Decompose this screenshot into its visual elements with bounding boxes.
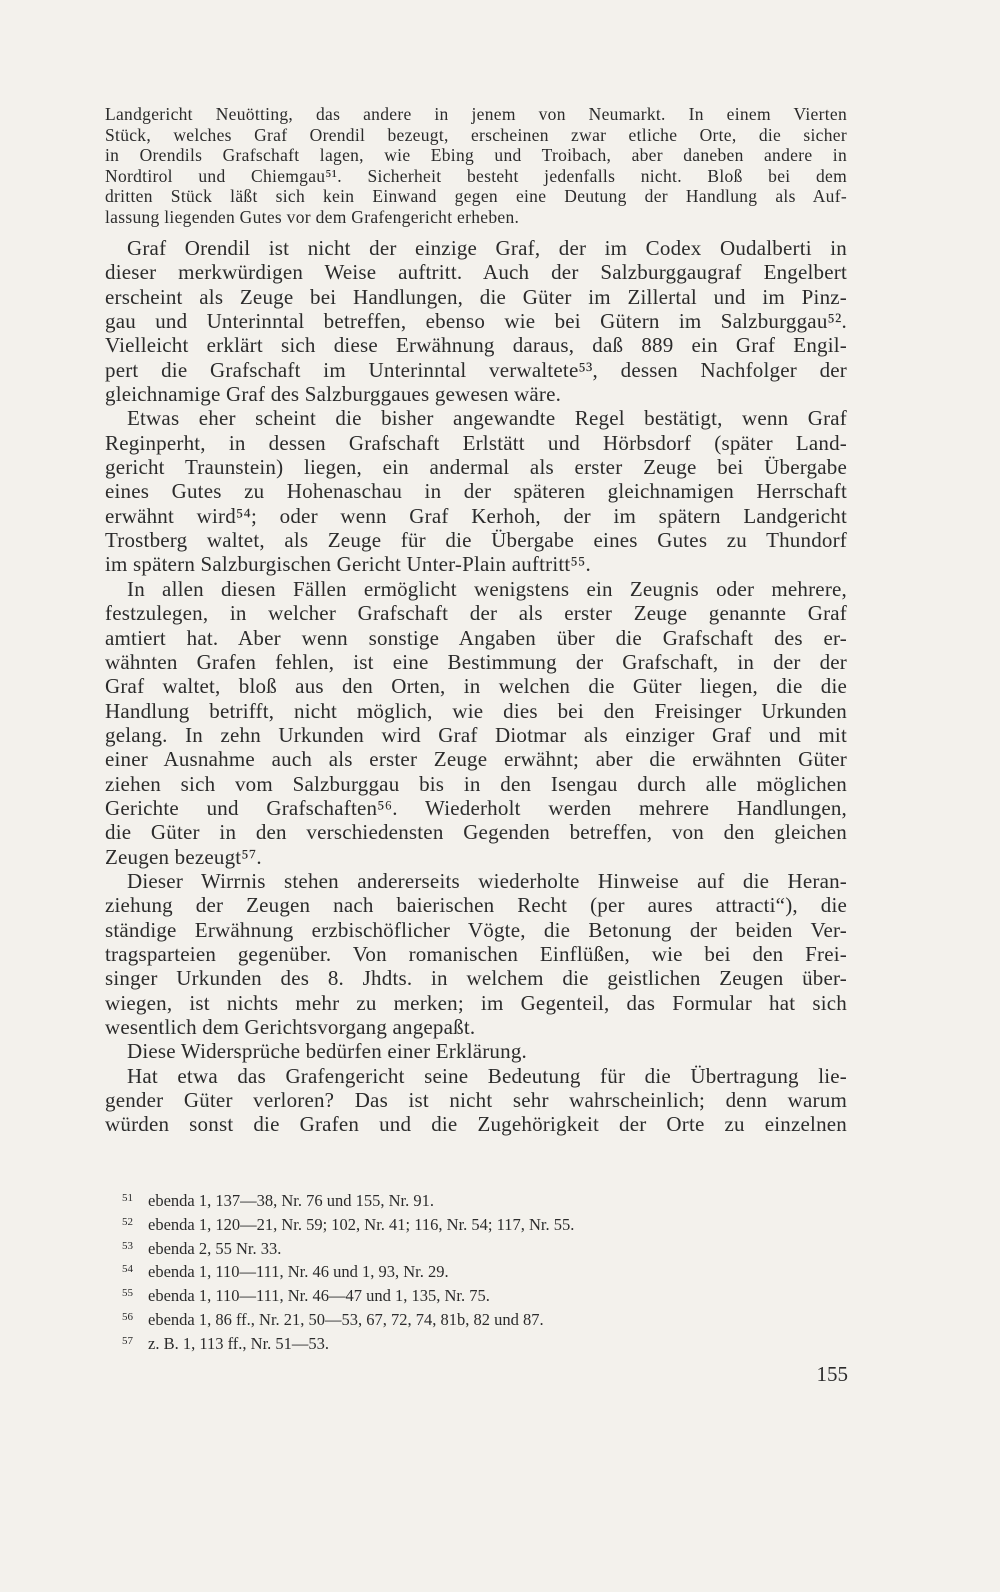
footnote-text: ebenda 1, 137—38, Nr. 76 und 155, Nr. 91. bbox=[148, 1191, 434, 1210]
footnote-text: ebenda 2, 55 Nr. 33. bbox=[148, 1238, 282, 1258]
text-line: ziehen sich vom Salzburggau bis in den Isengau durch alle möglichen bbox=[105, 771, 847, 796]
footnote-text: ebenda 1, 120—21, Nr. 59; 102, Nr. 41; 116, Nr. 54; 117, Nr. 55. bbox=[148, 1214, 575, 1234]
text-line: eines Gutes zu Hohenaschau in der späteren gleichnamigen Herrschaft bbox=[105, 479, 847, 504]
text-line: amtiert hat. Aber wenn sonstige Angaben über die Grafschaft des er- bbox=[105, 625, 847, 650]
footnote-number: 57 bbox=[122, 1334, 133, 1347]
text-line: Etwas eher scheint die bisher angewandte Regel bestätigt, wenn Graf bbox=[127, 406, 847, 431]
text-line: Landgericht Neuötting, das andere in jenem von Neumarkt. In einem Vierten bbox=[105, 104, 847, 124]
text-line: wiegen, ist nichts mehr zu merken; im Gegenteil, das Formular hat sich bbox=[105, 990, 847, 1015]
small-print-paragraph bbox=[105, 104, 847, 227]
text-line: Zeugen bezeugt⁵⁷. bbox=[105, 844, 262, 869]
text-line: erwähnt wird⁵⁴; oder wenn Graf Kerhoh, der im spätern Landgericht bbox=[105, 503, 847, 528]
text-line: die Güter in den verschiedensten Gegenden betreffen, von den gleichen bbox=[105, 820, 847, 845]
footnote-text: ebenda 1, 110—111, Nr. 46 und 1, 93, Nr. 29. bbox=[148, 1262, 449, 1282]
text-line: dritten Stück läßt sich kein Einwand gegen eine Deutung der Handlung als Auf- bbox=[105, 186, 847, 206]
text-line: wesentlich dem Gerichtsvorgang angepaßt. bbox=[105, 1015, 476, 1039]
footnote bbox=[122, 1212, 762, 1236]
text-line: Graf Orendil ist nicht der einzige Graf, der im Codex Oudalberti in bbox=[127, 236, 847, 260]
text-line: Dieser Wirrnis stehen andererseits wiederholte Hinweise auf die Heran- bbox=[127, 868, 847, 893]
text-line: erscheint als Zeuge bei Handlungen, die Güter im Zillertal und im Pinz- bbox=[105, 284, 847, 309]
text-line: Hat etwa das Grafengericht seine Bedeutung für die Übertragung lie- bbox=[127, 1063, 847, 1088]
text-line: würden sonst die Grafen und die Zugehörigkeit der Orte zu einzelnen bbox=[105, 1112, 847, 1137]
footnote bbox=[122, 1307, 762, 1331]
main-text-body bbox=[105, 236, 847, 1137]
text-line: gericht Traunstein) liegen, ein andermal als erster Zeuge bei Übergabe bbox=[105, 455, 847, 480]
text-line: tragsparteien gegenüber. Von romanischen Einflüßen, wie bei den Frei- bbox=[105, 941, 847, 966]
footnote-number: 56 bbox=[122, 1310, 133, 1323]
text-line: singer Urkunden des 8. Jhdts. in welchem die geistlichen Zeugen über- bbox=[105, 966, 847, 991]
text-line: Nordtirol und Chiemgau⁵¹. Sicherheit besteht jedenfalls nicht. Bloß bei dem bbox=[105, 165, 847, 186]
text-line: in Orendils Grafschaft lagen, wie Ebing und Troibach, aber daneben andere in bbox=[105, 145, 847, 165]
text-line: gelang. In zehn Urkunden wird Graf Diotmar als einziger Graf und mit bbox=[105, 722, 847, 747]
footnote bbox=[122, 1188, 762, 1212]
footnote bbox=[122, 1331, 762, 1355]
text-line: Vielleicht erklärt sich diese Erwähnung daraus, daß 889 ein Graf Engil- bbox=[105, 333, 847, 358]
text-line: Diese Widersprüche bedürfen einer Erklärung. bbox=[127, 1039, 527, 1064]
text-line: In allen diesen Fällen ermöglicht wenigstens ein Zeugnis oder mehrere, bbox=[127, 576, 847, 601]
text-line: gender Güter verloren? Das ist nicht sehr wahrscheinlich; denn warum bbox=[105, 1088, 847, 1113]
text-line: wähnten Grafen fehlen, ist eine Bestimmung der Grafschaft, in der der bbox=[105, 649, 847, 674]
text-line: im spätern Salzburgischen Gericht Unter-Plain auftritt⁵⁵. bbox=[105, 552, 591, 577]
text-line: gau und Unterinntal betreffen, ebenso wie bei Gütern im Salzburggau⁵². bbox=[105, 309, 847, 334]
footnote-number: 51 bbox=[122, 1192, 133, 1204]
text-line: gleichnamige Graf des Salzburggaues gewesen wäre. bbox=[105, 382, 562, 407]
footnote-text: ebenda 1, 86 ff., Nr. 21, 50—53, 67, 72, 74, 81b, 82 und 87. bbox=[148, 1309, 544, 1329]
footnote bbox=[122, 1236, 762, 1260]
text-line: Reginperht, in dessen Grafschaft Erlstätt und Hörbsdorf (später Land- bbox=[105, 430, 847, 455]
footnote-number: 53 bbox=[122, 1239, 133, 1252]
footnote-text: z. B. 1, 113 ff., Nr. 51—53. bbox=[148, 1333, 330, 1353]
text-line: Handlung betrifft, nicht möglich, wie dies bei den Freisinger Urkunden bbox=[105, 698, 847, 723]
text-line: lassung liegenden Gutes vor dem Grafengericht erheben. bbox=[105, 206, 520, 227]
footnote-text: ebenda 1, 110—111, Nr. 46—47 und 1, 135, Nr. 75. bbox=[148, 1286, 490, 1306]
footnote bbox=[122, 1283, 762, 1307]
footnotes bbox=[122, 1188, 762, 1355]
text-line: festzulegen, in welcher Grafschaft der als erster Zeuge genannte Graf bbox=[105, 601, 847, 626]
text-line: ziehung der Zeugen nach baierischen Recht (per aures attracti“), die bbox=[105, 893, 847, 918]
footnote-number: 54 bbox=[122, 1263, 133, 1276]
text-line: Gerichte und Grafschaften⁵⁶. Wiederholt werden mehrere Handlungen, bbox=[105, 795, 847, 820]
footnote-number: 55 bbox=[122, 1287, 133, 1300]
footnote bbox=[122, 1259, 762, 1283]
text-line: Stück, welches Graf Orendil bezeugt, erscheinen zwar etliche Orte, die sicher bbox=[105, 124, 847, 145]
text-line: pert die Grafschaft im Unterinntal verwaltete⁵³, dessen Nachfolger der bbox=[105, 357, 847, 382]
text-line: einer Ausnahme auch als erster Zeuge erwähnt; aber die erwähnten Güter bbox=[105, 747, 847, 772]
text-line: Trostberg waltet, als Zeuge für die Übergabe eines Gutes zu Thundorf bbox=[105, 528, 847, 553]
page-number: 155 bbox=[816, 1362, 848, 1386]
text-line: dieser merkwürdigen Weise auftritt. Auch der Salzburggaugraf Engelbert bbox=[105, 260, 847, 285]
text-line: ständige Erwähnung erzbischöflicher Vögte, die Betonung der beiden Ver- bbox=[105, 917, 847, 942]
footnote-number: 52 bbox=[122, 1215, 133, 1228]
text-line: Graf waltet, bloß aus den Orten, in welchen die Güter liegen, die die bbox=[105, 674, 847, 699]
